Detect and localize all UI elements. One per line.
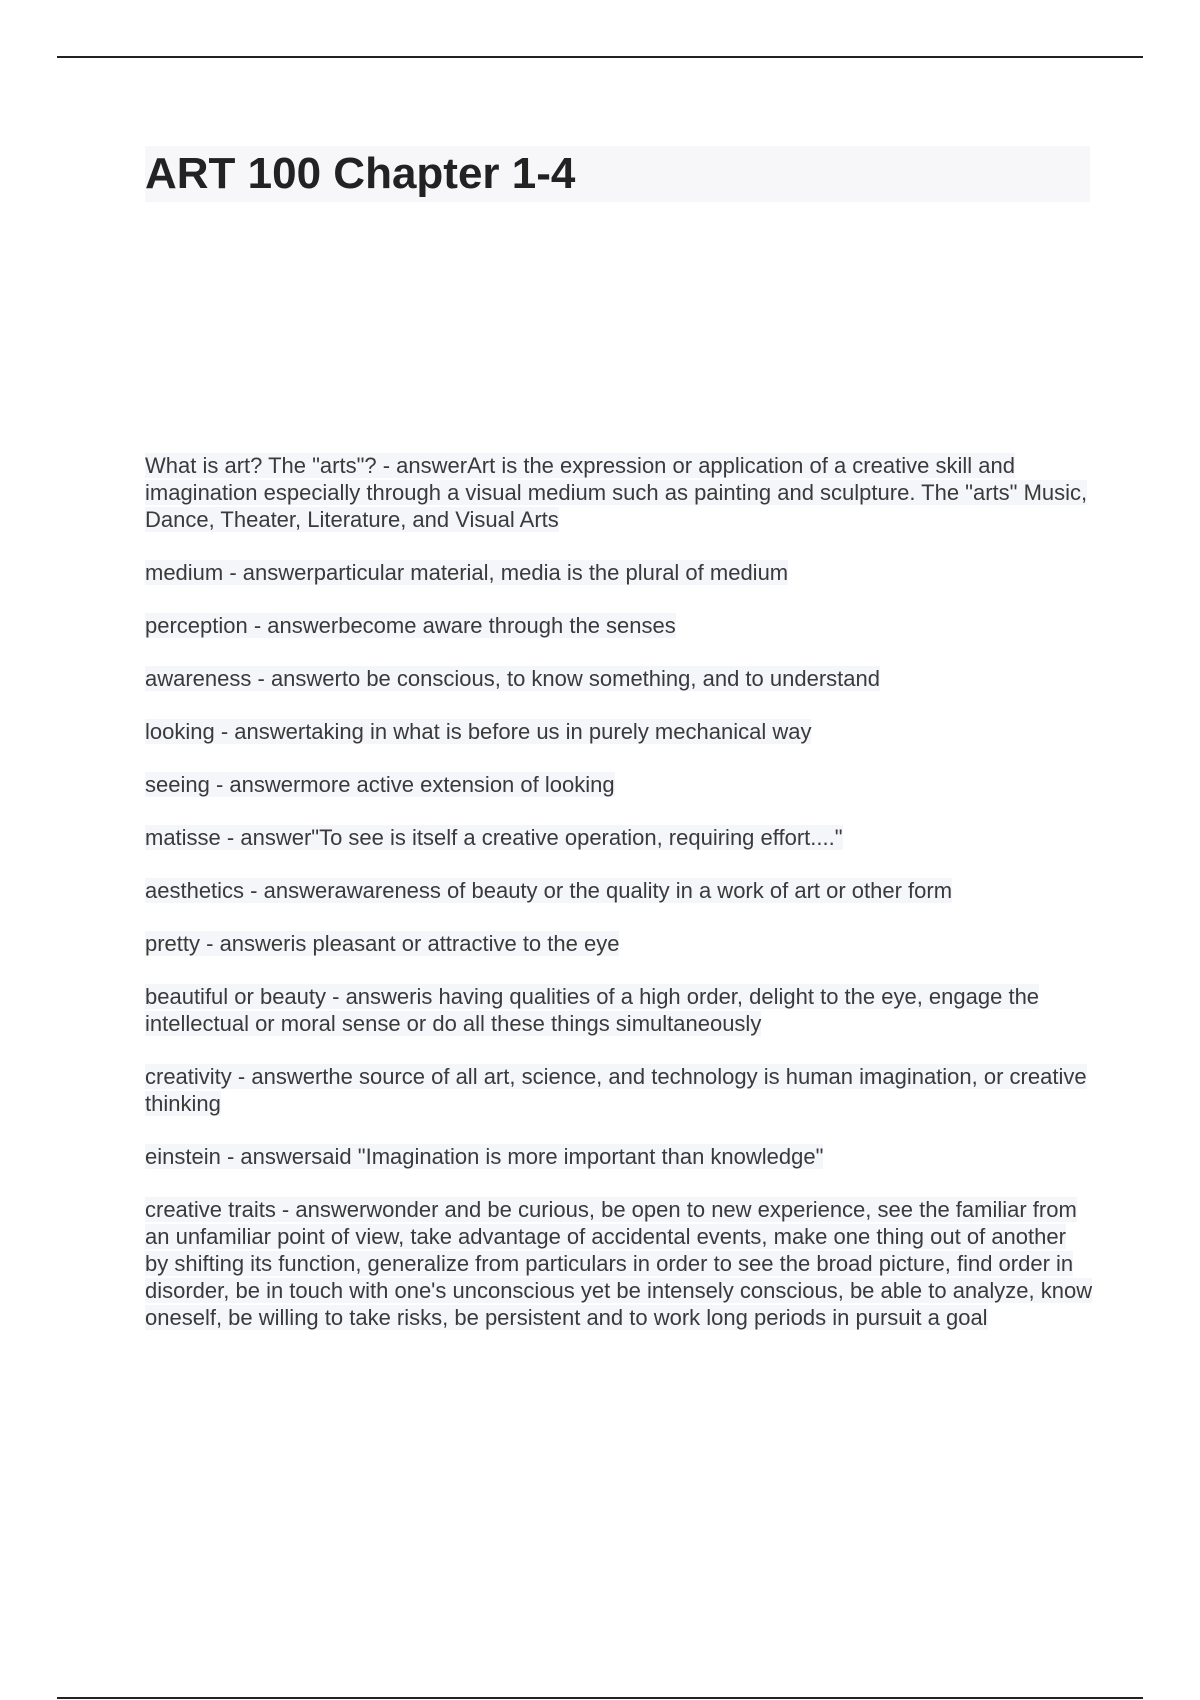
- flashcard-text: beautiful or beauty - answeris having qualities of a high order, delight to the eye, engage the intellectual or moral sense or do all these things simultaneously: [145, 984, 1040, 1036]
- flashcard-text: perception - answerbecome aware through the senses: [145, 613, 676, 638]
- flashcard-text: creative traits - answerwonder and be curious, be open to new experience, see the familiar from an unfamiliar point of view, take advantage of accidental events, make one thing out of another by shifting its function, generalize from particulars in order to see the broad picture, find order in disorder, be in touch with one's unconscious yet be intensely conscious, be able to analyze, know oneself, be willing to take risks, be persistent and to work long periods in pursuit a goal: [145, 1197, 1093, 1330]
- flashcard-text: looking - answertaking in what is before us in purely mechanical way: [145, 719, 812, 744]
- flashcard-entry: [145, 718, 1095, 745]
- flashcard-text: matisse - answer"To see is itself a creative operation, requiring effort....": [145, 825, 843, 850]
- flashcard-text: awareness - answerto be conscious, to know something, and to understand: [145, 666, 880, 691]
- flashcard-text: aesthetics - answerawareness of beauty or the quality in a work of art or other form: [145, 878, 953, 903]
- flashcard-entry: [145, 771, 1095, 798]
- flashcard-text: seeing - answermore active extension of looking: [145, 772, 615, 797]
- top-rule: [57, 56, 1143, 58]
- flashcard-text: medium - answerparticular material, media is the plural of medium: [145, 560, 789, 585]
- flashcard-list: [145, 452, 1095, 1357]
- flashcard-entry: [145, 452, 1095, 533]
- flashcard-entry: [145, 983, 1095, 1037]
- flashcard-entry: [145, 612, 1095, 639]
- flashcard-text: What is art? The "arts"? - answerArt is the expression or application of a creative skill and imagination especially through a visual medium such as painting and sculpture. The "arts" Music, Dance, Theater, Literature, and Visual Arts: [145, 453, 1088, 532]
- flashcard-text: creativity - answerthe source of all art, science, and technology is human imagination, or creative thinking: [145, 1064, 1087, 1116]
- flashcard-entry: [145, 1143, 1095, 1170]
- flashcard-entry: [145, 1063, 1095, 1117]
- flashcard-text: pretty - answeris pleasant or attractive to the eye: [145, 931, 620, 956]
- flashcard-entry: [145, 930, 1095, 957]
- bottom-rule: [57, 1697, 1143, 1699]
- flashcard-entry: [145, 1196, 1095, 1331]
- flashcard-entry: [145, 665, 1095, 692]
- page-title: ART 100 Chapter 1-4: [145, 149, 576, 198]
- flashcard-entry: [145, 559, 1095, 586]
- flashcard-entry: [145, 824, 1095, 851]
- flashcard-entry: [145, 877, 1095, 904]
- flashcard-text: einstein - answersaid "Imagination is more important than knowledge": [145, 1144, 824, 1169]
